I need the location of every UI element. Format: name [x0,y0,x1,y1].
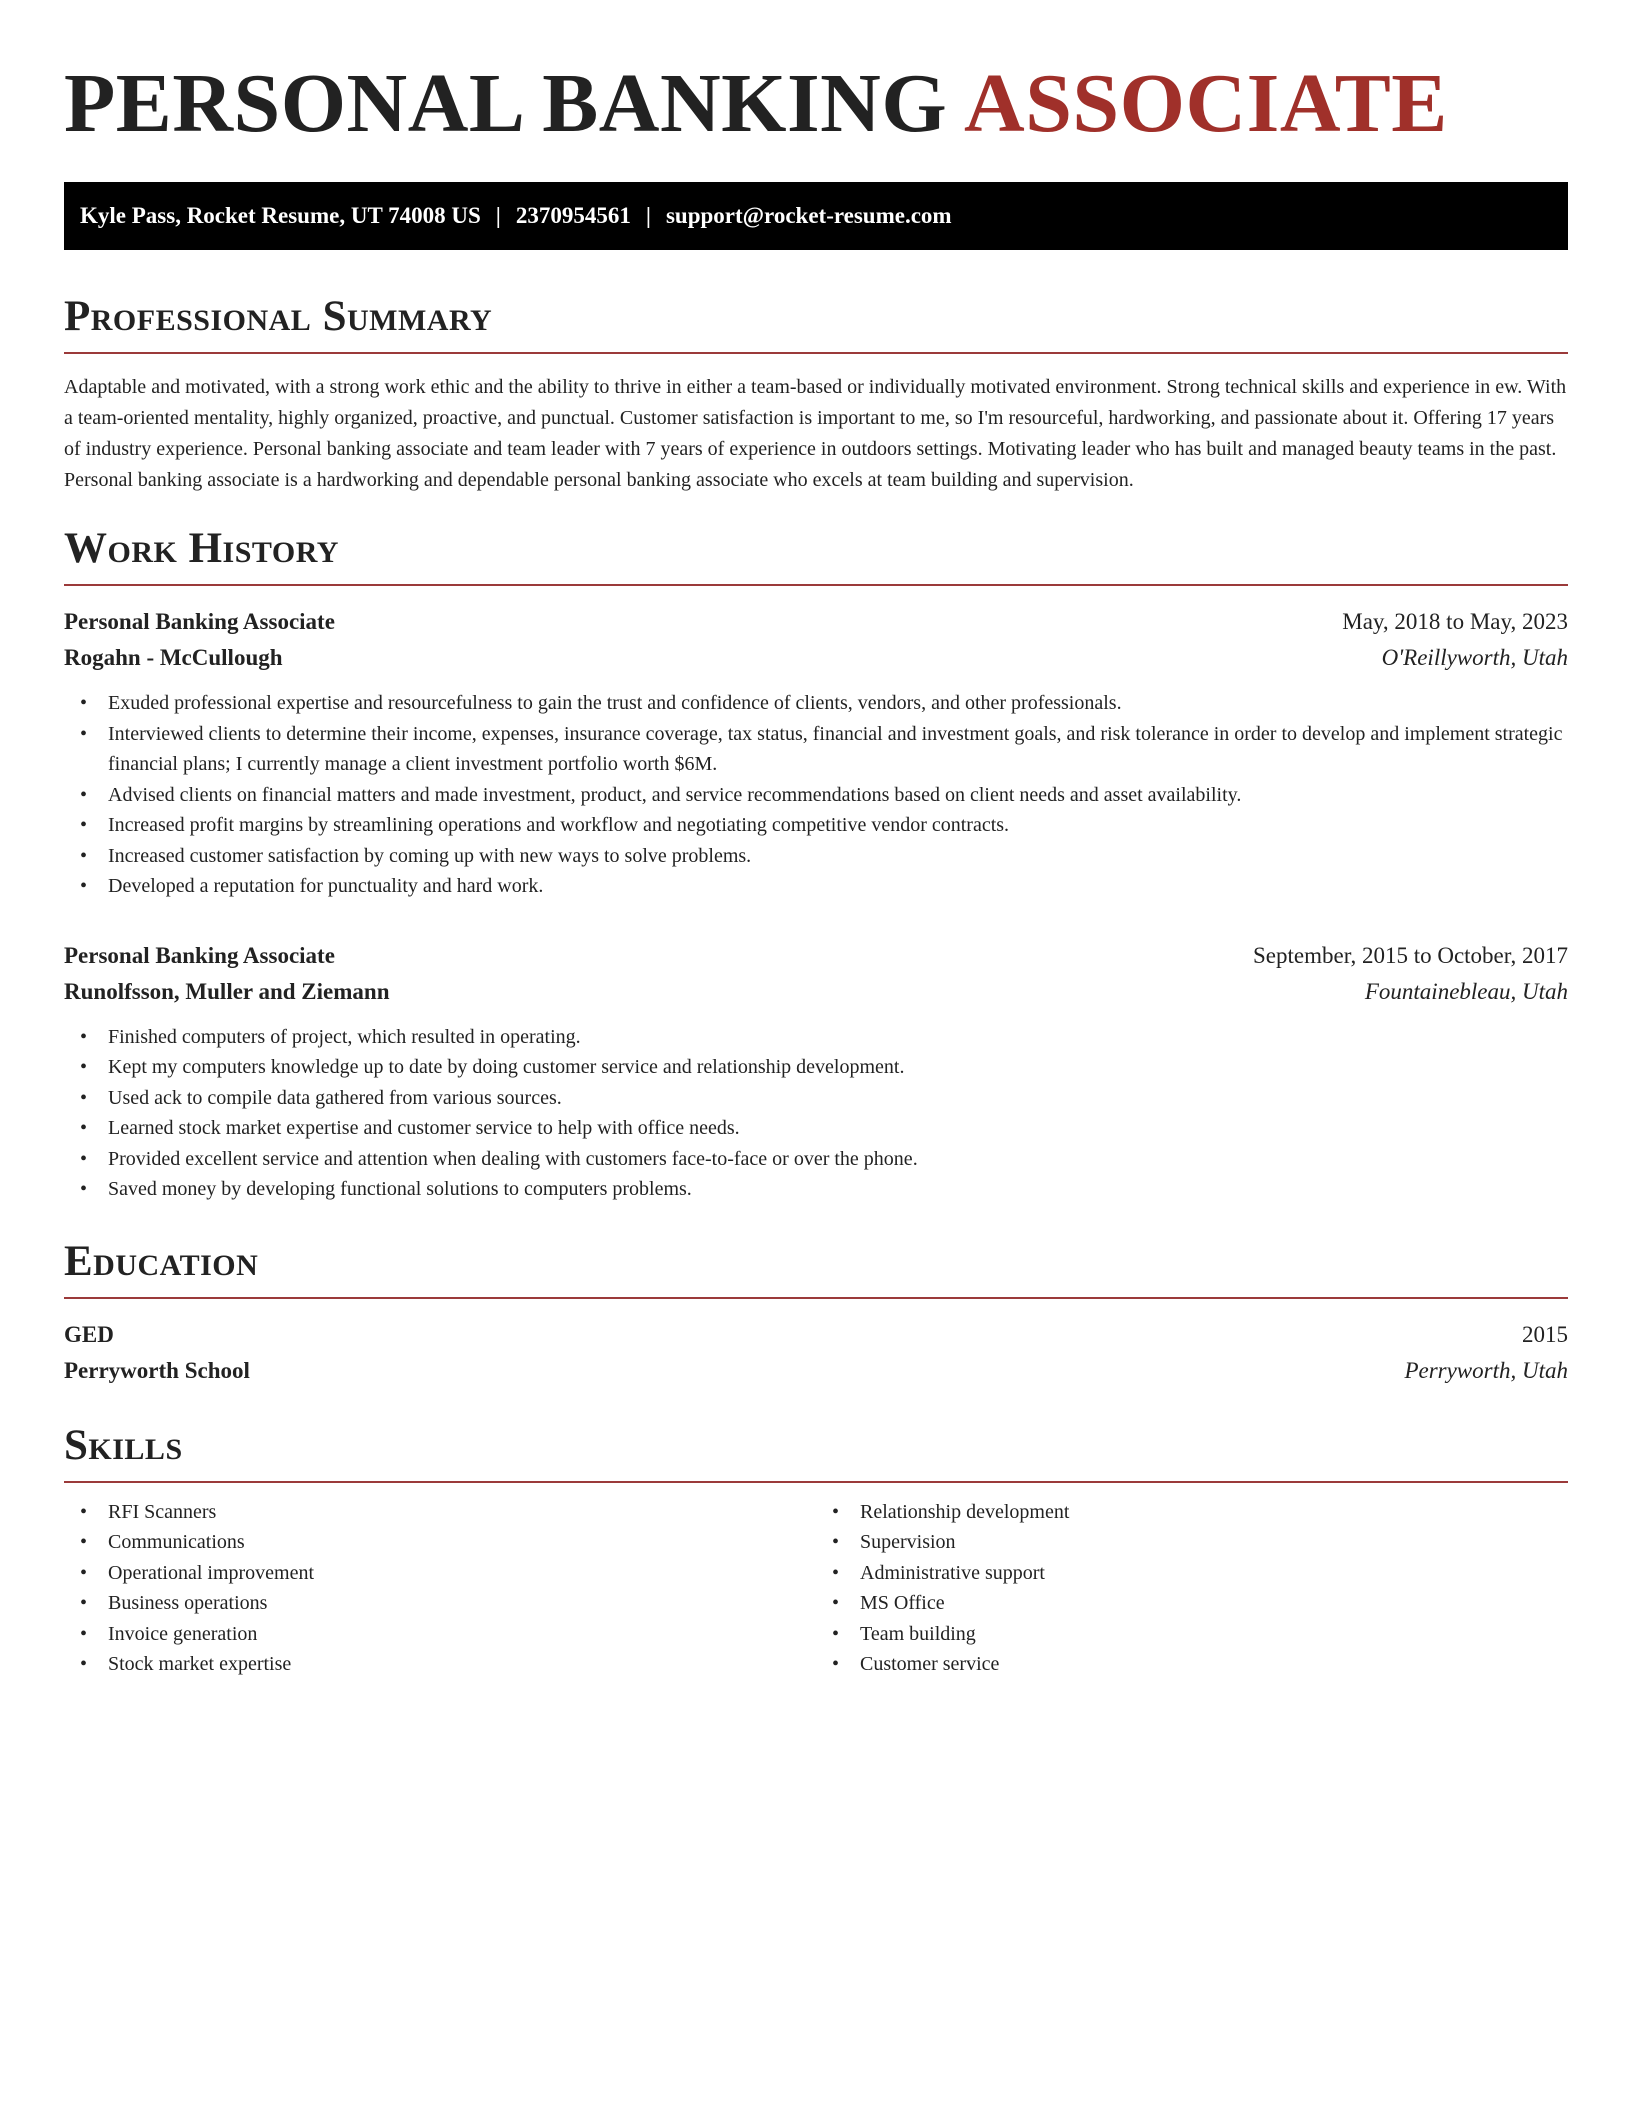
skill-item: • Customer service [816,1649,1568,1680]
job-entry [64,938,1568,1205]
skills-list-left [64,1497,816,1680]
list-item: • Increased customer satisfaction by coming up with new ways to solve problems. [64,841,1568,872]
section-divider [64,1481,1568,1483]
skill-item: • Operational improvement [64,1558,816,1589]
contact-separator: | [645,203,651,228]
skills-section [64,1421,1568,1680]
job-dates: September, 2015 to October, 2017 [1253,942,1568,968]
section-divider [64,1297,1568,1299]
skill-item: • Business operations [64,1588,816,1619]
list-item: • Finished computers of project, which resulted in operating. [64,1022,1568,1053]
contact-email: support@rocket-resume.com [665,203,952,228]
work-history-section [64,524,1568,1205]
section-divider [64,352,1568,354]
education-year: 2015 [1522,1321,1568,1347]
skill-item: • RFI Scanners [64,1497,816,1528]
title-part-1: PERSONAL BANKING [64,57,948,150]
job-company: Rogahn - McCullough [64,645,283,670]
list-item: • Kept my computers knowledge up to date by doing customer service and relationship development. [64,1052,1568,1083]
list-item: • Interviewed clients to determine their income, expenses, insurance coverage, tax status, financial and investment goals, and risk tolerance in order to develop and implement strategic financial plans; I currently manage a client investment portfolio worth $6M. [64,719,1568,780]
job-entry [64,604,1568,902]
education-location: Perryworth, Utah [1404,1357,1568,1383]
list-item: • Advised clients on financial matters and made investment, product, and service recommendations based on client needs and asset availability. [64,780,1568,811]
skills-list-right [816,1497,1568,1680]
job-location: Fountainebleau, Utah [1364,978,1568,1004]
job-dates: May, 2018 to May, 2023 [1342,609,1568,634]
skill-item: • Team building [816,1619,1568,1650]
job-bullets [64,688,1568,902]
summary-heading: Professional Summary [64,293,493,340]
summary-section [64,292,1568,496]
skills-columns [64,1497,1568,1680]
contact-address: Kyle Pass, Rocket Resume, UT 74008 US [80,203,481,228]
skill-item: • Communications [64,1527,816,1558]
job-company: Runolfsson, Muller and Ziemann [64,978,390,1004]
section-divider [64,584,1568,586]
job-title: Personal Banking Associate [64,942,335,968]
list-item: • Developed a reputation for punctuality and hard work. [64,871,1568,902]
skill-item: • MS Office [816,1588,1568,1619]
list-item: • Used ack to compile data gathered from various sources. [64,1083,1568,1114]
resume-title [64,54,1568,154]
education-section [64,1237,1568,1389]
list-item: • Exuded professional expertise and resourcefulness to gain the trust and confidence of clients, vendors, and other professionals. [64,688,1568,719]
skills-heading: Skills [64,1421,183,1469]
education-degree: GED [64,1321,114,1347]
skill-item: • Stock market expertise [64,1649,816,1680]
education-entry [64,1317,1568,1389]
contact-bar [64,182,1568,250]
contact-phone: 2370954561 [515,203,631,228]
summary-text: Adaptable and motivated, with a strong work ethic and the ability to thrive in either a team-based or individually motivated environment. Strong technical skills and experience in ew. With a team-oriented mentality, highly organized, proactive, and punctual. Customer satisfaction is important to me, so I'm resourceful, hardworking, and passionate about it. Offering 17 years of industry experience. Personal banking associate and team leader with 7 years of experience in outdoors settings. Motivating leader who has built and managed beauty teams in the past. Personal banking associate is a hardworking and dependable personal banking associate who excels at team building and supervision. [64,376,1567,491]
contact-separator: | [495,203,501,228]
job-location: O'Reillyworth, Utah [1381,645,1568,670]
skill-item: • Administrative support [816,1558,1568,1589]
title-part-2: ASSOCIATE [964,57,1448,150]
job-bullets [64,1022,1568,1205]
skill-item: • Supervision [816,1527,1568,1558]
list-item: • Provided excellent service and attention when dealing with customers face-to-face or over the phone. [64,1144,1568,1175]
list-item: • Saved money by developing functional solutions to computers problems. [64,1174,1568,1205]
list-item: • Learned stock market expertise and customer service to help with office needs. [64,1113,1568,1144]
education-heading: Education [64,1237,259,1285]
skill-item: • Invoice generation [64,1619,816,1650]
skill-item: • Relationship development [816,1497,1568,1528]
job-title: Personal Banking Associate [64,609,335,634]
education-school: Perryworth School [64,1357,250,1383]
list-item: • Increased profit margins by streamlining operations and workflow and negotiating competitive vendor contracts. [64,810,1568,841]
work-history-heading: Work History [64,525,339,572]
